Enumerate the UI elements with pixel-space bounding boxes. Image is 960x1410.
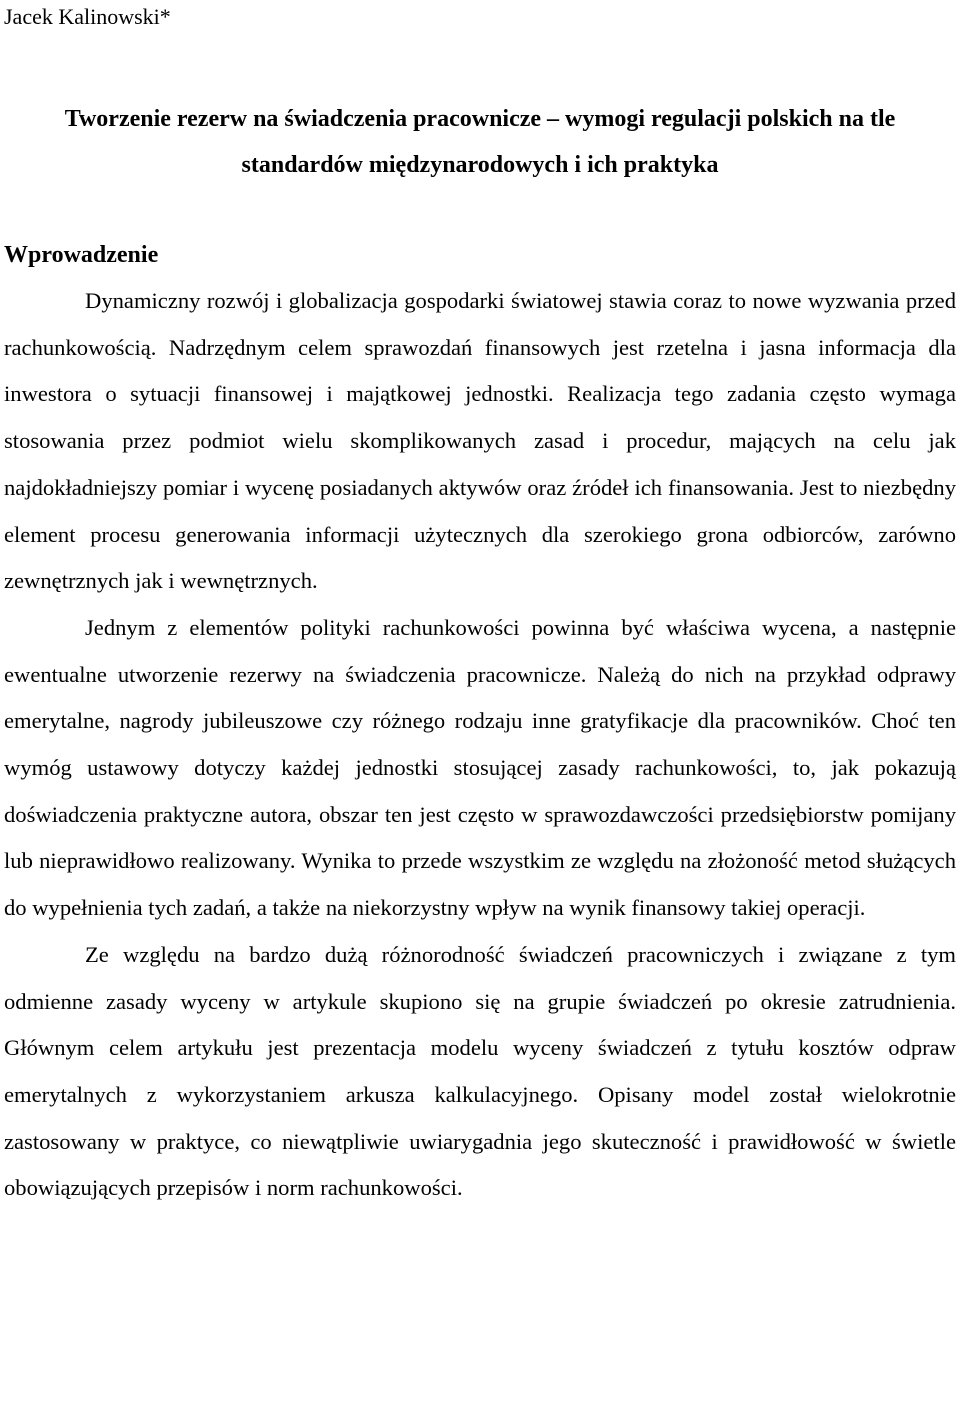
body-text <box>4 278 956 1212</box>
paragraph: Dynamiczny rozwój i globalizacja gospodarki światowej stawia coraz to nowe wyzwania przed rachunkowością. Nadrzędnym celem sprawozdań finansowych jest rzetelna i jasna informacja dla inwestora o sytuacji finansowej i majątkowej jednostki. Realizacja tego zadania często wymaga stosowania przez podmiot wielu skomplikowanych zasad i procedur, mających na celu jak najdokładniejszy pomiar i wycenę posiadanych aktywów oraz źródeł ich finansowania. Jest to niezbędny element procesu generowania informacji użytecznych dla szerokiego grona odbiorców, zarówno zewnętrznych jak i wewnętrznych. <box>4 288 956 594</box>
paragraph: Jednym z elementów polityki rachunkowości powinna być właściwa wycena, a następnie ewentualne utworzenie rezerwy na świadczenia pracownicze. Należą do nich na przykład odprawy emerytalne, nagrody jubileuszowe czy różnego rodzaju inne gratyfikacje dla pracowników. Choć ten wymóg ustawowy dotyczy każdej jednostki stosującej zasady rachunkowości, to, jak pokazują doświadczenia praktyczne autora, obszar ten jest często w sprawozdawczości przedsiębiorstw pomijany lub nieprawidłowo realizowany. Wynika to przede wszystkim ze względu na złożoność metod służących do wypełnienia tych zadań, a także na niekorzystny wpływ na wynik finansowy takiej operacji. <box>4 614 956 921</box>
document-page <box>4 0 956 1212</box>
section-heading: Wprowadzenie <box>4 242 159 268</box>
article-title: Tworzenie rezerw na świadczenia pracownicze – wymogi regulacji polskich na tle standardów międzynarodowych i ich praktyka <box>64 106 896 178</box>
paragraph: Ze względu na bardzo dużą różnorodność świadczeń pracowniczych i związane z tym odmienne zasady wyceny w artykule skupiono się na grupie świadczeń po okresie zatrudnienia. Głównym celem artykułu jest prezentacja modelu wyceny świadczeń z tytułu kosztów odpraw emerytalnych z wykorzystaniem arkusza kalkulacyjnego. Opisany model został wielokrotnie zastosowany w praktyce, co niewątpliwie uwiarygadnia jego skuteczność i prawidłowość w świetle obowiązujących przepisów i norm rachunkowości. <box>4 941 956 1201</box>
author-name: Jacek Kalinowski* <box>4 4 171 29</box>
